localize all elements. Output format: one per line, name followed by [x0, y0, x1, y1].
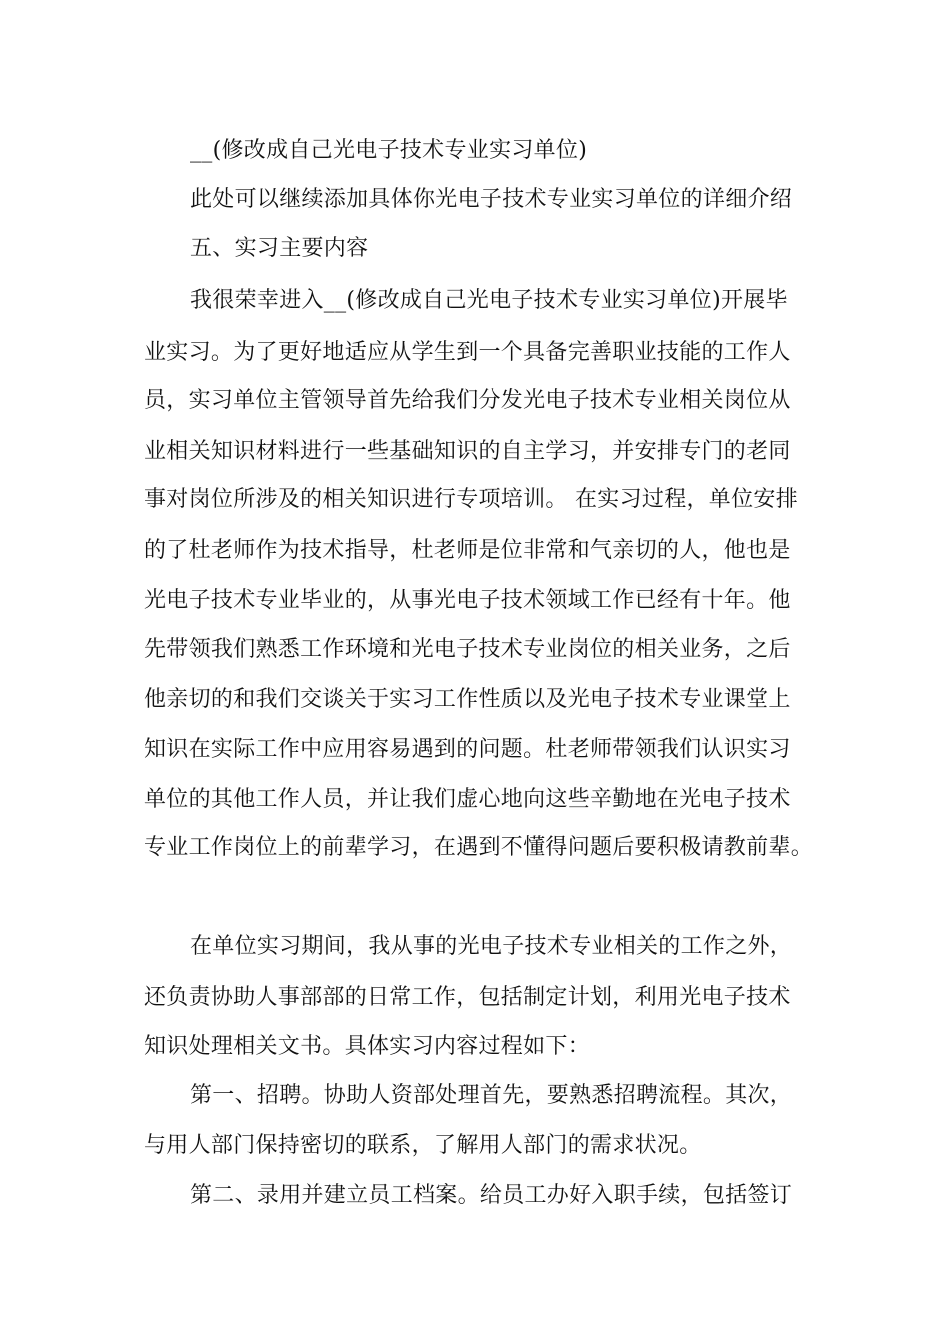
text-line: 先带领我们熟悉工作环境和光电子技术专业岗位的相关业务，之后 [144, 637, 791, 662]
text-line: 知识处理相关文书。具体实习内容过程如下： [144, 1034, 591, 1059]
text-line: 与用人部门保持密切的联系，了解用人部门的需求状况。 [144, 1133, 702, 1158]
text-line: 的了杜老师作为技术指导，杜老师是位非常和气亲切的人，他也是 [144, 538, 791, 563]
text-line: 知识在实际工作中应用容易遇到的问题。杜老师带领我们认识实习 [144, 737, 791, 762]
text-line: 在单位实习期间，我从事的光电子技术专业相关的工作之外， [190, 934, 793, 959]
section-heading: 五、实习主要内容 [190, 236, 369, 261]
text-line: 业相关知识材料进行一些基础知识的自主学习，并安排专门的老同 [144, 439, 791, 464]
text-line: 光电子技术专业毕业的，从事光电子技术领域工作已经有十年。他 [144, 588, 791, 613]
text-line: 事对岗位所涉及的相关知识进行专项培训。 在实习过程，单位安排 [144, 487, 798, 512]
text-line: 第一、招聘。协助人资部处理首先，要熟悉招聘流程。其次， [190, 1083, 793, 1108]
text-line: __(修改成自己光电子技术专业实习单位) [190, 138, 588, 163]
text-line: 他亲切的和我们交谈关于实习工作性质以及光电子技术专业课堂上 [144, 687, 791, 712]
text-line: 还负责协助人事部部的日常工作，包括制定计划，利用光电子技术 [144, 985, 791, 1010]
text-line: 第二、录用并建立员工档案。给员工办好入职手续，包括签订 [190, 1183, 793, 1208]
text-line: 此处可以继续添加具体你光电子技术专业实习单位的详细介绍 [190, 187, 793, 212]
text-line: 单位的其他工作人员，并让我们虚心地向这些辛勤地在光电子技术 [144, 787, 791, 812]
text-line: 专业工作岗位上的前辈学习，在遇到不懂得问题后要积极请教前辈。 [144, 835, 814, 860]
text-line: 我很荣幸进入__(修改成自己光电子技术专业实习单位)开展毕 [190, 288, 788, 313]
text-line: 员，实习单位主管领导首先给我们分发光电子技术专业相关岗位从 [144, 388, 791, 413]
text-line: 业实习。为了更好地适应从学生到一个具备完善职业技能的工作人 [144, 340, 791, 365]
